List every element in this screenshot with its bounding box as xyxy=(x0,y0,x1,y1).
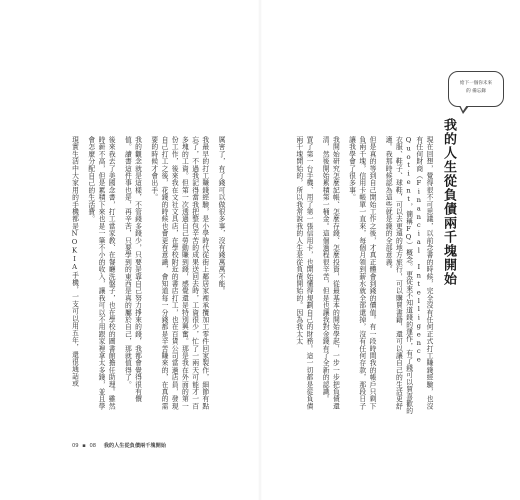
right-page-body xyxy=(274,136,434,416)
page-number-right: 08 xyxy=(89,443,97,449)
left-page-body xyxy=(64,136,226,416)
page-number-separator: ▪ xyxy=(82,443,86,449)
page-number-left: 09 xyxy=(72,443,79,449)
left-paragraph: 我最早的打工賺錢經驗，是小學時代從街上鄰居家裡承攬加工零件回家製作，細節有點忘了，不過我記得當我把整包辛苦的成果送回去時，工資很少，忙了一兩天可能才一百多塊的工資。但第一次透過自己勞動賺到錢，感覺還是特別興奮。那是我在外面的第一份工作，後來我在文社文具店，在學校附近的書店打工，也在百貨公司當過店員，發現自己打工之後，花錢的時候也會更有意識，會知道每一分錢都是辛苦賺來的，在真的需要的時候才會出手。 xyxy=(149,136,209,410)
right-paragraph: 但是真的等到自己開始工作之後，才真正體會到錢的價值。有一段時間我的帳戶只剩下負兩千塊，信用卡帳單一直來，每個月領到薪水就全部還掉，沒有任何存款，那段日子讓我學會了很多事。 xyxy=(347,136,376,410)
chapter-title: 我的人生從負債兩千塊開始 xyxy=(441,118,456,286)
left-paragraph: 厲害了，有了錢可以做很多事，沒有錢萬萬不能。 xyxy=(217,136,225,295)
left-paragraph: 現實生活中大家用的手機都是NOKIA手機，一支可以用五年，還很通話或 xyxy=(70,136,79,387)
left-paragraph: 後來我去了美國念書，打工當家教、在餐廳洗盤子，也在學校的圖書館擔任助理。雖然時薪不高，但是累積下來也是一筆不小的收入，讓我可以不用跟家裡拿太多錢，並且學會怎麼分配自己的生活費。 xyxy=(86,136,116,410)
speech-bubble xyxy=(448,71,504,107)
right-paragraph: 我開始研究怎麼記帳、怎麼存錢、怎麼投資，從最基本的開始學起，一步一步把負債還清，然後開始累積第一桶金。這個過程很辛苦，但是也讓我對金錢有了全新的認識。 xyxy=(321,136,340,410)
right-paragraph: 現在回想，覺得很不可思議，以前念書的時候，完全沒有任何正式打工賺錢經驗，也沒有任何財商（Financial Intelligence Quotient，簡稱FQ）概念。更從來不知道錢的運作，有了錢可以買喜歡的衣服、鞋子、球鞋，可以去更遠的地方旅行，可以購買書籍，還可以讓自己的生活更舒適。我那時候認為這些就是錢的全部意義。 xyxy=(384,136,433,415)
page-footer xyxy=(72,441,166,451)
running-title: 我的人生從負債兩千塊開始 xyxy=(103,443,166,449)
speech-bubble-tail-fill xyxy=(460,105,467,111)
right-paragraph: 買了第一台手機、用了第一張信用卡，也開始懂得規劃自己的財務。這一切都是從負債兩千塊開始的，所以我常說我的人生是從負債開始的。因為我太太 xyxy=(294,136,313,410)
bubble-line: 的 備忘錄 xyxy=(466,89,486,94)
bubble-line: 給下一個你未來 xyxy=(459,81,493,86)
left-paragraph: 我的觀念就是這樣，不管錢多錢少，只要是靠自己努力掙來的錢，我都會覺得很有價值。讀書這件事也是，再辛苦，只要學到的東西是真的屬於自己，那就值得了。 xyxy=(123,136,142,403)
